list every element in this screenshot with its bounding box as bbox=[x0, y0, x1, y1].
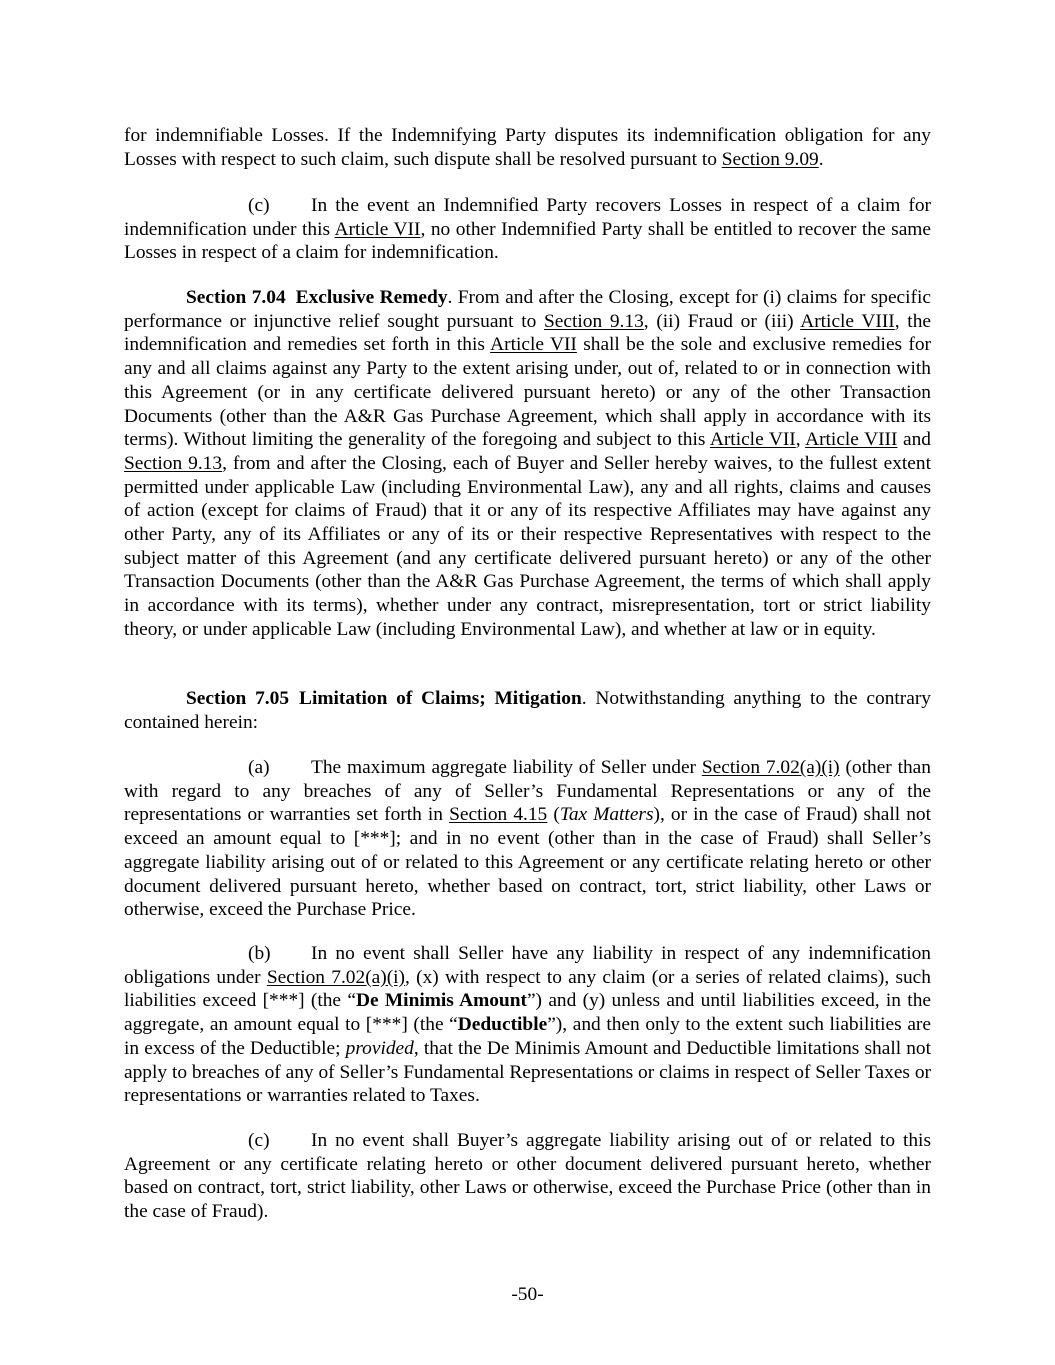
cross-reference-link[interactable]: Section 7.02(a)(i) bbox=[701, 757, 840, 778]
italic-term: provided bbox=[345, 1037, 414, 1059]
section-heading: Exclusive Remedy bbox=[295, 287, 448, 308]
text: , no other Indemnified Party shall be entitled to recover the same Losses in respect of a claim for indemnification. bbox=[124, 218, 931, 264]
text: , from and after the Closing, each of Buyer and Seller hereby waives, to the fullest extent permitted under applicable Law (including Environmental Law), any and all rights, claims and causes of action (except for claims of Fraud) that it or any of its respective Affiliates may have against any other Party, any of its Affiliates or any of its or their respective Representatives with respect to the subject matter of this Agreement (and any certificate delivered pursuant hereto) or any of the other Transaction Documents (other than the A&R Gas Purchase Agreement, the terms of which shall apply in accordance with its terms), whether under any contract, misrepresentation, tort or strict liability theory, or under applicable Law (including Environmental Law), and whether at law or in equity. bbox=[124, 452, 931, 640]
text: . From and after the Closing, except for (i) claims for specific performance or injunctive relief sought pursuant to bbox=[124, 287, 931, 332]
defined-term: De Minimis Amount bbox=[355, 990, 527, 1012]
italic-term: Tax Matters bbox=[559, 804, 654, 826]
paragraph-continuation bbox=[124, 124, 931, 171]
text: . bbox=[818, 148, 824, 170]
cross-reference-link[interactable]: Article VII bbox=[709, 429, 796, 451]
section-heading: Limitation of Claims; Mitigation bbox=[299, 688, 582, 709]
text: In no event shall Seller have any liability in respect of any indemnification obligations under bbox=[124, 943, 931, 988]
text: , (x) with respect to any claim (or a series of related claims), such liabilities exceed [***] (the “ bbox=[124, 966, 931, 1012]
text: ”), and then only to the extent such liabilities are in excess of the Deductible; bbox=[124, 1014, 931, 1059]
paragraph-7-03-c bbox=[124, 194, 931, 265]
clause-label: (c) bbox=[248, 195, 270, 216]
text: (other than with regard to any breaches of any of Seller’s Fundamental Representations or any of the representations or warranties set forth in bbox=[124, 757, 931, 826]
clause-label: (a) bbox=[248, 757, 270, 778]
cross-reference-link[interactable]: Section 7.02(a)(i) bbox=[266, 966, 406, 988]
cross-reference-link[interactable]: Section 4.15 bbox=[449, 804, 548, 826]
text: . Notwithstanding anything to the contrary contained herein: bbox=[124, 688, 931, 733]
page-number: -50- bbox=[511, 1284, 544, 1305]
paragraph-7-05-b bbox=[124, 942, 931, 1108]
text: for indemnifiable Losses. If the Indemnifying Party disputes its indemnification obligation for any Losses with respect to such claim, such dispute shall be resolved pursuant to bbox=[124, 125, 931, 170]
paragraph-7-05-a bbox=[124, 756, 931, 922]
cross-reference-link[interactable]: Section 9.09 bbox=[721, 148, 819, 170]
text: , the indemnification and remedies set forth in this bbox=[124, 310, 931, 356]
cross-reference-link[interactable]: Article VII bbox=[490, 334, 577, 356]
section-number: Section 7.04 bbox=[186, 287, 286, 308]
clause-label: (c) bbox=[248, 1130, 270, 1151]
text: shall be the sole and exclusive remedies for any and all claims against any Party to the extent arising under, out of, related to or in connection with this Agreement (or in any certificate delivered pursuant hereto) or any of the other Transaction Documents (other than the A&R Gas Purchase Agreement, which shall apply in accordance with its terms). Without limiting the generality of the foregoing and subject to this bbox=[124, 334, 932, 451]
text: , that the De Minimis Amount and Deductible limitations shall not apply to breaches of any of Seller’s Fundamental Representations or claims in respect of Seller Taxes or representations or warranties related to Taxes. bbox=[124, 1037, 931, 1107]
text: ”) and (y) unless and until liabilities exceed, in the aggregate, an amount equal to [***] (the “ bbox=[124, 990, 931, 1036]
text: The maximum aggregate liability of Seller under bbox=[311, 757, 702, 778]
section-7-04 bbox=[124, 286, 931, 642]
paragraph-7-05-c bbox=[124, 1129, 931, 1224]
cross-reference-link[interactable]: Article VIII bbox=[800, 310, 895, 332]
text: , (ii) Fraud or (iii) bbox=[643, 310, 801, 332]
clause-label: (b) bbox=[248, 943, 271, 964]
cross-reference-link[interactable]: Article VIII bbox=[805, 429, 898, 451]
defined-term: Deductible bbox=[457, 1014, 548, 1036]
text: In the event an Indemnified Party recovers Losses in respect of a claim for indemnification under this bbox=[124, 195, 931, 240]
text: ( bbox=[547, 804, 560, 826]
section-number: Section 7.05 bbox=[186, 688, 290, 709]
text: In no event shall Buyer’s aggregate liability arising out of or related to this Agreement or any certificate relating hereto or other document delivered pursuant hereto, whether based on contract, tort, strict liability, other Laws or otherwise, exceed the Purchase Price (other than in the case of Fraud). bbox=[124, 1130, 931, 1223]
cross-reference-link[interactable]: Section 9.13 bbox=[124, 452, 223, 474]
section-7-05 bbox=[124, 687, 931, 734]
text: , bbox=[795, 429, 806, 451]
cross-reference-link[interactable]: Article VII bbox=[334, 218, 421, 240]
text: and bbox=[897, 429, 931, 451]
text: ), or in the case of Fraud) shall not exceed an amount equal to [***]; and in no event (other than in the case of Fraud) shall Seller’s aggregate liability arising out of or related to this Agreement or any certificate relating hereto or other document delivered pursuant hereto, whether based on contract, tort, strict liability, other Laws or otherwise, exceed the Purchase Price. bbox=[124, 804, 932, 921]
cross-reference-link[interactable]: Section 9.13 bbox=[544, 310, 644, 332]
